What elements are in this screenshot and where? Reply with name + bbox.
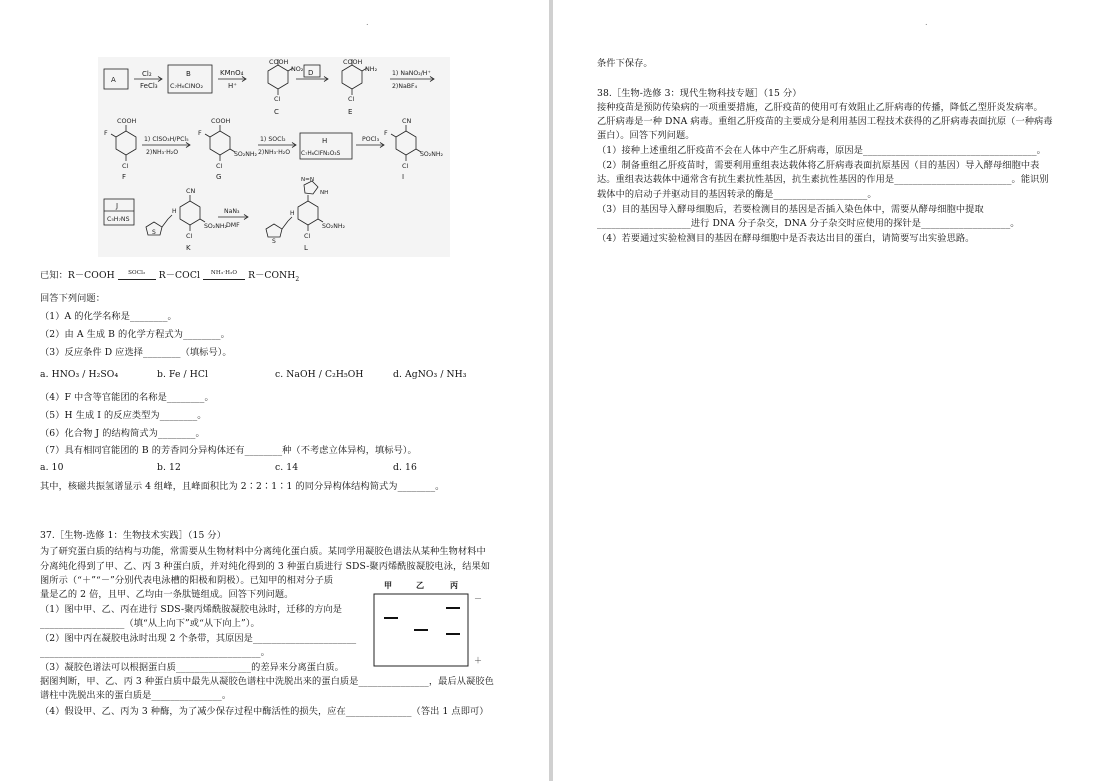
k-cl: Cl	[186, 232, 193, 240]
k-hn: H	[172, 208, 177, 215]
chem-q1: （1）A 的化学名称是________。	[40, 311, 177, 322]
gel-lane-bing: 丙	[450, 580, 458, 590]
f-cooh: COOH	[117, 117, 137, 125]
f-cl: Cl	[122, 162, 129, 170]
reagent-fecl3: FeCl₃	[140, 82, 158, 90]
scheme-I: I	[402, 173, 405, 181]
s37-line-4: 量是乙的 2 倍，且甲、乙均由一条肽链组成。回答下列问题。	[40, 589, 294, 600]
s38-line-2: 乙肝病毒是一种 DNA 病毒。重组乙肝疫苗的主要成分是利用基因工程技术获得的乙肝病毒表面抗原（一种病毒	[597, 116, 1053, 127]
chem-q7: （7）具有相同官能团的 B 的芳香同分异构体还有________种（不考虑立体异构，填标号）。	[40, 445, 417, 456]
chem-q7-tail: 其中，核磁共振氢谱显示 4 组峰，且峰面积比为 2∶2∶1∶1 的同分异构体结构简式为________。	[40, 481, 445, 492]
page-mark: .	[925, 18, 928, 27]
chem-q3-opt-d: d. AgNO₃ / NH₃	[393, 369, 467, 380]
l-s: S	[272, 238, 276, 245]
s37-q4: （4）假设甲、乙、丙为 3 种酶，为了减少保存过程中酶活性的损失，应在______________（答出 1 点即可）	[40, 706, 489, 717]
scheme-A: A	[111, 76, 116, 84]
formula-B: C₇H₆ClNO₂	[170, 82, 204, 90]
known-arrow-1-label: SOCl₂	[128, 270, 146, 276]
known-arrow-1	[118, 268, 156, 280]
chem-q4: （4）F 中含等官能团的名称是________。	[40, 392, 214, 403]
reagent-h: H⁺	[228, 82, 237, 90]
s37-q1b: __________________（填“从上向下”或“从下向上”）。	[40, 618, 260, 629]
g-so2nh2: SO₂NH₂	[234, 151, 258, 158]
chem-q6: （6）化合物 J 的结构简式为________。	[40, 428, 205, 439]
c-cl: Cl	[274, 95, 281, 103]
electrophoresis-gel	[370, 578, 490, 670]
formula-H: C₇H₆ClFN₂O₃S	[301, 151, 341, 157]
s38-q4: （4）若要通过实验检测目的基因在酵母细胞中是否表达出目的蛋白，请简要写出实验思路。	[597, 233, 975, 244]
right-page	[553, 0, 1103, 781]
s38-q2c: 载体中的启动子并驱动目的基因转录的酶是____________________。	[597, 189, 877, 200]
gel-lane-yi: 乙	[416, 580, 424, 590]
c-no2: NO₂	[291, 65, 304, 73]
chem-intro: 回答下列问题：	[40, 293, 106, 304]
chem-q7-opt-c: c. 14	[275, 462, 299, 473]
reagent-nh3-1: 2)NH₃·H₂O	[146, 149, 179, 156]
l-so2nh2: SO₂NH₂	[322, 223, 346, 230]
s38-line-3: 蛋白）。回答下列问题。	[597, 130, 695, 141]
gel-plus-pole: ＋	[474, 656, 482, 665]
g-cooh: COOH	[211, 117, 231, 125]
k-s: S	[152, 229, 156, 236]
s38-q3b: ____________________进行 DNA 分子杂交，DNA 分子杂交时应使用的探针是___________________。	[597, 218, 1020, 229]
l-hn: H	[290, 210, 295, 217]
i-cl: Cl	[402, 162, 409, 170]
chem-q7-opt-a: a. 10	[40, 462, 64, 473]
reagent-dmf: DMF	[226, 222, 240, 229]
section-37-title: 37.［生物-选修 1：生物技术实践］（15 分）	[40, 530, 226, 541]
known-r1: R－COOH	[67, 270, 115, 281]
chem-q7-opt-b: b. 12	[157, 462, 181, 473]
l-nn: N=N	[301, 177, 315, 183]
c-cooh: COOH	[269, 58, 289, 66]
s38-q1: （1）接种上述重组乙肝疫苗不会在人体中产生乙肝病毒，原因是_____________________________________。	[597, 145, 1046, 156]
s38-line-1: 接种疫苗是预防传染病的一项重要措施，乙肝疫苗的使用可有效阻止乙肝病毒的传播，降低乙型肝炎发病率。	[597, 102, 1043, 113]
gel-band-jia	[384, 617, 398, 619]
synthesis-scheme-svg	[98, 57, 450, 257]
electrophoresis-gel-svg	[370, 578, 490, 670]
k-so2nh2: SO₂NH₂	[204, 223, 228, 230]
scheme-D: D	[308, 69, 314, 77]
s37-q3c: 谱柱中洗脱出来的蛋白质是_______________。	[40, 690, 232, 701]
known-reaction	[40, 270, 299, 285]
i-f: F	[384, 129, 388, 137]
s37-q2b: _______________________________________________。	[40, 647, 270, 658]
known-r2: R－COCl	[158, 270, 200, 281]
chem-q5: （5）H 生成 I 的反应类型为________。	[40, 410, 207, 421]
chem-q7-opt-d: d. 16	[393, 462, 417, 473]
synthesis-scheme	[98, 57, 450, 257]
scheme-H: H	[322, 137, 328, 145]
reagent-clso3h: 1) ClSO₃H/PCl₅	[144, 136, 189, 143]
scheme-J: J	[116, 202, 119, 210]
e-nh2: NH₂	[365, 65, 378, 73]
chem-q3: （3）反应条件 D 应选择________（填标号）。	[40, 347, 232, 358]
l-nh: NH	[320, 190, 329, 196]
i-cn: CN	[402, 117, 412, 125]
known-arrow-2-label: NH₃·H₂O	[210, 270, 238, 276]
reagent-pocl3: POCl₃	[362, 136, 380, 143]
g-f: F	[198, 129, 202, 137]
reagent-nh3-2: 2)NH₃·H₂O	[258, 149, 291, 156]
k-cn: CN	[186, 187, 196, 195]
left-page	[0, 0, 549, 781]
reagent-nabf4: 2)NaBF₄	[392, 83, 418, 90]
f-f: F	[104, 129, 108, 137]
formula-J: C₅H₇NS	[107, 216, 130, 223]
scheme-C: C	[274, 108, 279, 116]
s38-q2b: 达。重组表达载体中通常含有抗生素抗性基因，抗生素抗性基因的作用是_________________________。能识别	[597, 174, 1049, 185]
l-cl: Cl	[304, 232, 311, 240]
s37-line-3: 图所示（“＋”“－”分别代表电泳槽的阳极和阴极）。已知甲的相对分子质	[40, 575, 334, 586]
known-arrow-2	[203, 268, 245, 280]
known-r3: R－CONH	[248, 270, 296, 281]
chem-q3-opt-c: c. NaOH / C₂H₅OH	[275, 369, 364, 380]
s37-q3b: 据图判断，甲、乙、丙 3 种蛋白质中最先从凝胶色谱柱中洗脱出来的蛋白质是_______________，最后从凝胶色	[40, 676, 494, 687]
e-cooh: COOH	[343, 58, 363, 66]
reagent-nano2: 1) NaNO₂/H⁺	[392, 70, 431, 77]
gel-minus-pole: －	[474, 594, 482, 603]
g-cl: Cl	[216, 162, 223, 170]
s37-q3a: （3）凝胶色谱法可以根据蛋白质________________的差异来分离蛋白质。	[40, 662, 344, 673]
chem-q3-opt-b: b. Fe / HCl	[157, 369, 209, 380]
scheme-K: K	[186, 244, 191, 252]
scheme-F: F	[122, 173, 127, 181]
s37-line-1: 为了研究蛋白质的结构与功能，常需要从生物材料中分离纯化蛋白质。某同学用凝胶色谱法从某种生物材料中	[40, 546, 486, 557]
reagent-socl2: 1) SOCl₂	[260, 136, 286, 143]
reagent-cl2: Cl₂	[142, 70, 152, 78]
scheme-G: G	[216, 173, 222, 181]
section-38-title: 38.［生物-选修 3：现代生物科技专题］（15 分）	[597, 88, 802, 99]
scheme-E: E	[348, 108, 353, 116]
gel-band-bing-2	[446, 633, 460, 635]
gel-band-yi	[414, 629, 428, 631]
s37-q1a: （1）图中甲、乙、丙在进行 SDS-聚丙烯酰胺凝胶电泳时，迁移的方向是	[40, 604, 343, 615]
reagent-nan3: NaN₃	[224, 208, 240, 215]
s37-line-2: 分离纯化得到了甲、乙、丙 3 种蛋白质，并对纯化得到的 3 种蛋白质进行 SDS-聚丙烯酰胺凝胶电泳，结果如	[40, 561, 491, 572]
carry-over-line: 条件下保存。	[597, 58, 653, 69]
known-sub: 2	[295, 275, 300, 283]
gel-lane-jia: 甲	[384, 580, 392, 590]
s38-q2a: （2）制备重组乙肝疫苗时，需要利用重组表达载体将乙肝病毒表面抗原基因（目的基因）导入酵母细胞中表	[597, 160, 1040, 171]
chem-q3-opt-a: a. HNO₃ / H₂SO₄	[40, 369, 119, 380]
s37-q2a: （2）图中丙在凝胶电泳时出现 2 个条带，其原因是______________________	[40, 633, 357, 644]
reagent-kmno4: KMnO₄	[220, 69, 244, 77]
known-prefix: 已知：	[40, 270, 68, 281]
s38-q3a: （3）目的基因导入酵母细胞后，若要检测目的基因是否插入染色体中，需要从酵母细胞中提取	[597, 204, 984, 215]
gel-band-bing-1	[446, 607, 460, 609]
i-so2nh2: SO₂NH₂	[420, 151, 444, 158]
e-cl: Cl	[348, 95, 355, 103]
chem-q2: （2）由 A 生成 B 的化学方程式为________。	[40, 329, 230, 340]
page-mark: .	[366, 18, 369, 27]
scheme-L: L	[304, 244, 308, 252]
scheme-B: B	[186, 70, 191, 78]
